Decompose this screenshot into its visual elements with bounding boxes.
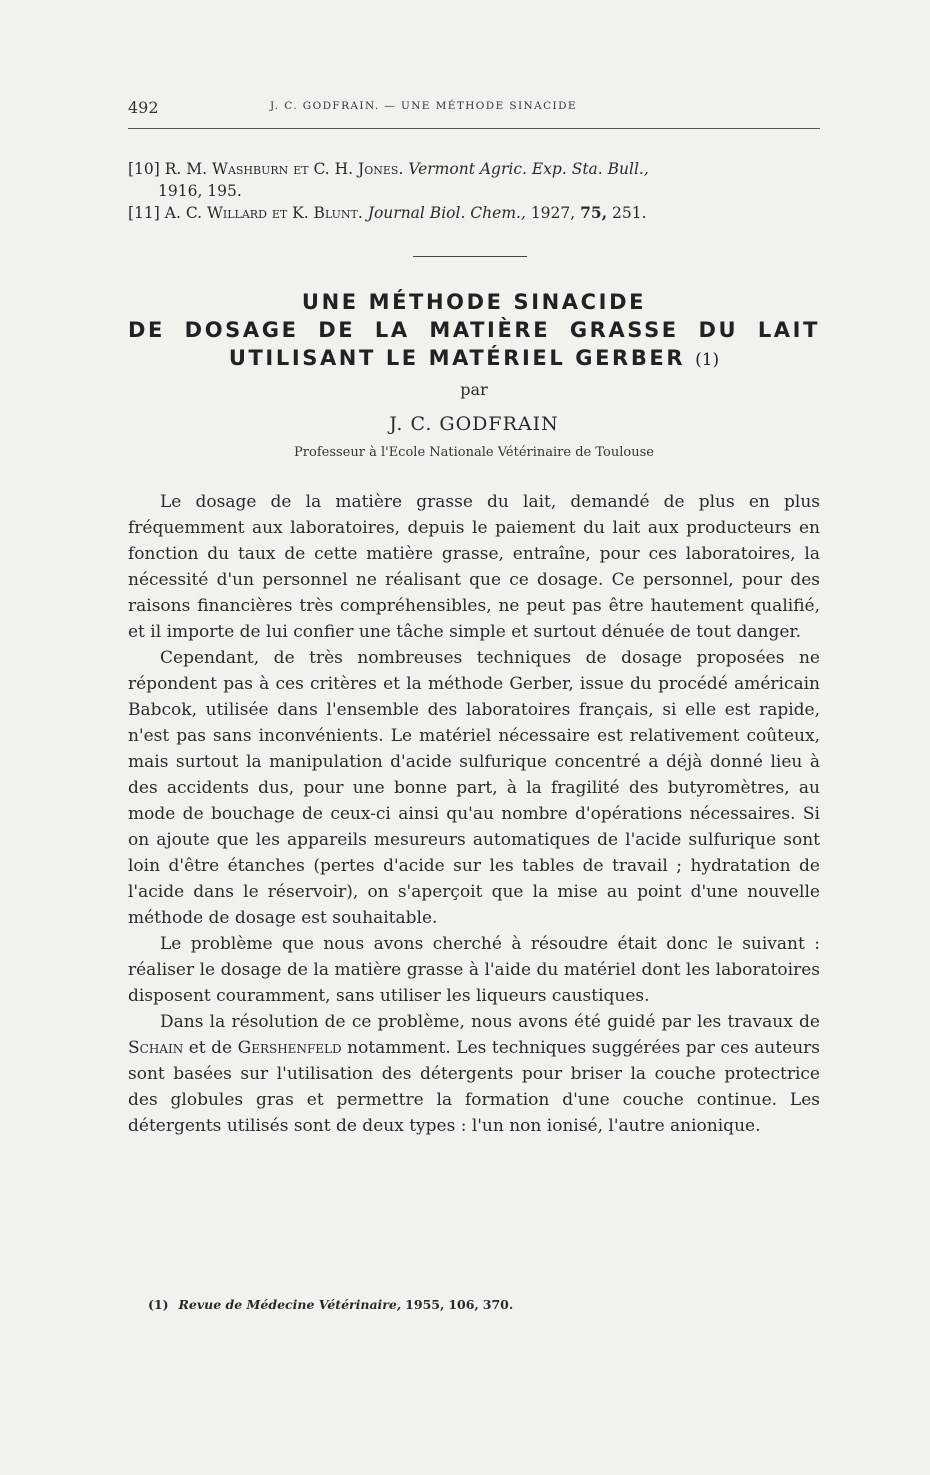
- footnote: [148, 1297, 828, 1312]
- author-affiliation: Professeur à l'Ecole Nationale Vétérinaire de Toulouse: [294, 445, 654, 460]
- article-title: [128, 288, 820, 374]
- paragraph-1: Le dosage de la matière grasse du lait, demandé de plus en plus fréquemment aux laboratoires, depuis le paiement du lait aux producteurs en fonction du taux de cette matière grasse, entraîne, pour ces laboratoires, la nécessité d'un personnel ne réalisant que ce dosage. Ce personnel, pour des raisons financières très compréhensibles, ne peut pas être hautement qualifié, et il importe de lui confier une tâche simple et surtout dénuée de tout danger.: [128, 492, 820, 642]
- footnote-pages: 370.: [482, 1297, 514, 1312]
- paragraph-3: Le problème que nous avons cherché à résoudre était donc le suivant : réaliser le dosage de la matière grasse à l'aide du matériel dont les laboratoires disposent couramment, sans utiliser les liqueurs caustiques.: [128, 934, 820, 1006]
- byline-par: par: [460, 380, 488, 399]
- author-name-schain: Schain: [128, 1038, 184, 1058]
- author-name: J. C. GODFRAIN: [389, 413, 559, 435]
- paragraph-4: [128, 1009, 820, 1139]
- reference-details: 1916, 195.: [158, 182, 242, 200]
- reference-journal: Vermont Agric. Exp. Sta. Bull.,: [408, 160, 649, 178]
- reference-number: [10]: [128, 160, 160, 178]
- reference-authors: R. M. Washburn et C. H. Jones.: [164, 160, 404, 178]
- paragraph-4-part-2: et de: [188, 1038, 233, 1058]
- footnote-journal: Revue de Médecine Vétérinaire,: [178, 1297, 402, 1312]
- reference-pages: 251.: [612, 204, 647, 222]
- reference-11: [128, 202, 828, 224]
- reference-number: [11]: [128, 204, 160, 222]
- reference-10: [128, 158, 828, 202]
- paragraph-4-part-1: Dans la résolution de ce problème, nous avons été guidé par les travaux de: [160, 1012, 820, 1032]
- paragraph-2: Cependant, de très nombreuses techniques de dosage proposées ne répondent pas à ces critères et la méthode Gerber, issue du procédé américain Babcok, utilisée dans l'ensemble des laboratoires français, si elle est rapide, n'est pas sans inconvénients. Le matériel nécessaire est relativement coûteux, mais surtout la manipulation d'acide sulfurique concentré a déjà donné lieu à des accidents dus, pour une bonne part, à la fragilité des butyromètres, au mode de bouchage de ceux-ci ainsi qu'au nombre d'opérations nécessaires. Si on ajoute que les appareils mesureurs automatiques de l'acide sulfurique sont loin d'être étanches (pertes d'acide sur les tables de travail ; hydratation de l'acide dans le réservoir), on s'aperçoit que la mise au point d'une nouvelle méthode de dosage est souhaitable.: [128, 648, 820, 928]
- running-head: J. C. GODFRAIN. — UNE MÉTHODE SINACIDE: [270, 100, 577, 112]
- section-divider: [413, 256, 527, 257]
- reference-volume: 75,: [580, 203, 608, 222]
- reference-list: [128, 158, 828, 224]
- title-line-2: DE DOSAGE DE LA MATIÈRE GRASSE DU LAIT: [128, 318, 820, 342]
- title-line-3-text: UTILISANT LE MATÉRIEL GERBER: [228, 346, 686, 370]
- article-body: [128, 489, 820, 1139]
- title-footnote-mark: (1): [695, 350, 720, 370]
- reference-journal: Journal Biol. Chem.,: [367, 204, 526, 222]
- reference-year: 1927,: [530, 204, 576, 222]
- header-rule: [128, 128, 820, 129]
- footnote-year: 1955,: [405, 1297, 445, 1312]
- paragraph-4-part-3: notamment. Les techniques suggérées par ces auteurs sont basées sur l'utilisation des détergents pour briser la couche protectrice des globules gras et permettre la formation d'une couche continue. Les détergents utilisés sont de deux types : l'un non ionisé, l'autre anionique.: [128, 1038, 821, 1136]
- title-line-1: UNE MÉTHODE SINACIDE: [301, 290, 647, 314]
- reference-authors: A. C. Willard et K. Blunt.: [164, 204, 363, 222]
- author-name-gershenfeld: Gershenfeld: [237, 1038, 342, 1058]
- footnote-number: (1): [148, 1297, 169, 1312]
- footnote-volume: 106,: [448, 1297, 479, 1312]
- page-number: 492: [128, 98, 159, 117]
- title-line-3: [128, 344, 820, 374]
